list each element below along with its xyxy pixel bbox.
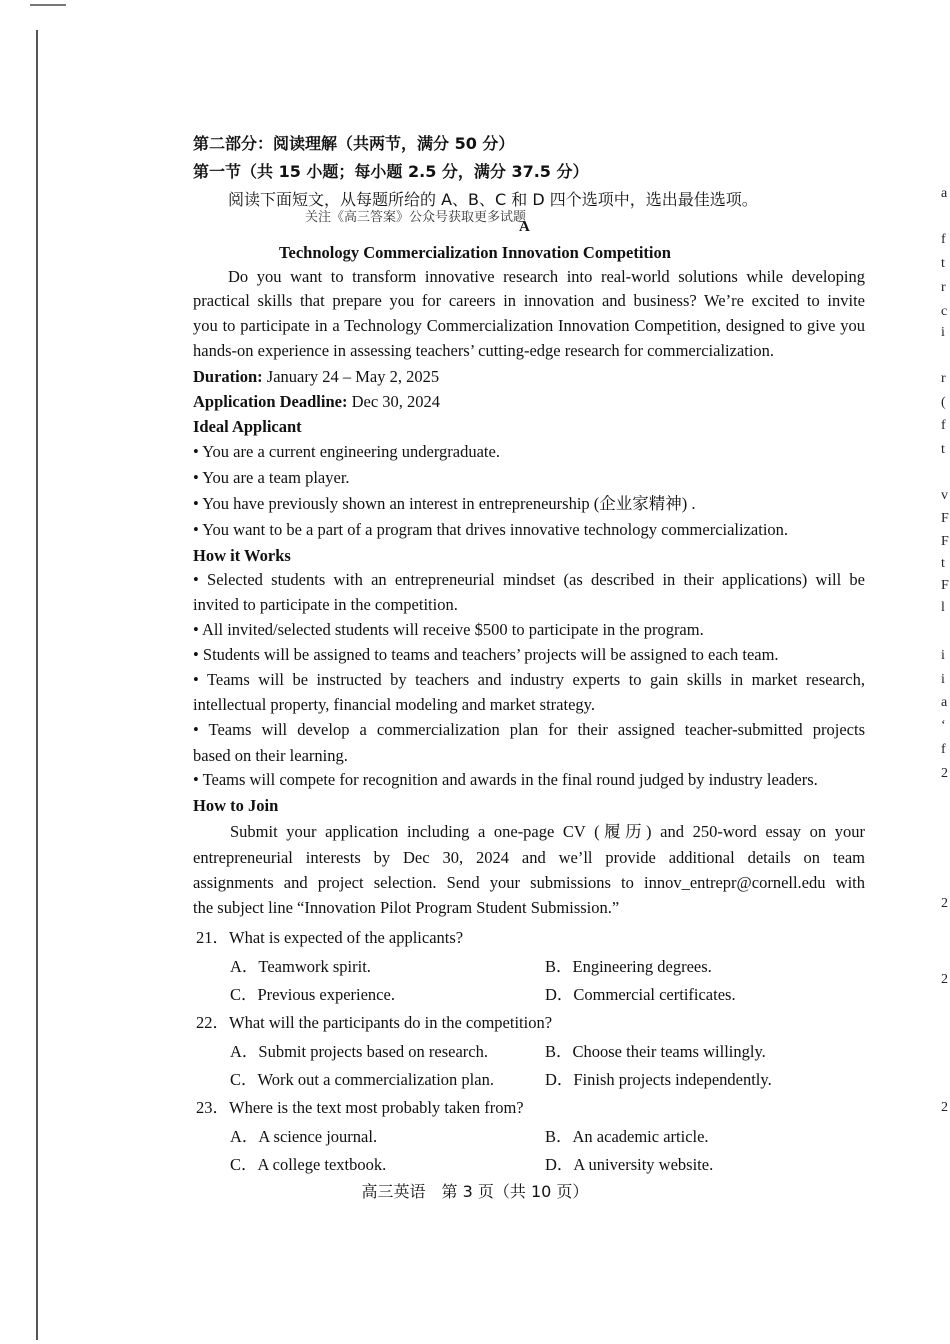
edge-letter: i xyxy=(941,648,945,663)
ideal-item: • You have previously shown an interest in entrepreneurship (企业家精神) . xyxy=(193,494,696,513)
option-23-a[interactable]: A．A science journal. xyxy=(230,1127,378,1146)
question-stem: What will the participants do in the competition? xyxy=(229,1013,553,1032)
join-line: assignments and project selection. Send your submissions to innov_entrepr@cornell.edu with xyxy=(193,873,865,892)
deadline-row xyxy=(193,391,440,413)
option-23-d[interactable]: D．A university website. xyxy=(545,1155,714,1174)
edge-letter: F xyxy=(941,511,949,526)
part-heading: 第二部分：阅读理解（共两节，满分 50 分） xyxy=(193,134,515,153)
edge-letter: f xyxy=(941,418,946,433)
how-line: • Teams will compete for recognition and awards in the final round judged by industry leaders. xyxy=(193,770,818,789)
how-heading: How it Works xyxy=(193,546,291,565)
edge-letter: t xyxy=(941,556,945,571)
edge-letter: i xyxy=(941,672,945,687)
edge-letter: F xyxy=(941,578,949,593)
option-22-c[interactable]: C．Work out a commercialization plan. xyxy=(230,1070,494,1089)
scan-mark xyxy=(30,4,66,6)
how-line: based on their learning. xyxy=(193,746,348,765)
scan-edge-line xyxy=(36,30,38,1340)
edge-letter: i xyxy=(941,325,945,340)
question-22 xyxy=(196,1009,552,1033)
edge-letter: 2 xyxy=(941,766,948,781)
intro-line: Do you want to transform innovative research into real-world solutions while developing xyxy=(228,267,865,286)
edge-letter: t xyxy=(941,256,945,271)
question-21 xyxy=(196,924,463,948)
edge-letter: f xyxy=(941,232,946,247)
edge-letter: ( xyxy=(941,395,946,410)
how-line: invited to participate in the competition. xyxy=(193,595,458,614)
intro-line: practical skills that prepare you for careers in innovation and business? We’re excited to invite xyxy=(193,291,865,310)
passage-title: Technology Commercialization Innovation Competition xyxy=(279,243,671,262)
join-line: the subject line “Innovation Pilot Program Student Submission.” xyxy=(193,898,620,917)
how-line: • Teams will develop a commercialization plan for their assigned teacher-submitted projects xyxy=(193,720,865,739)
edge-letter: c xyxy=(941,304,948,319)
edge-letter: r xyxy=(941,371,946,386)
edge-letter: ‘ xyxy=(941,718,946,733)
option-21-a[interactable]: A．Teamwork spirit. xyxy=(230,957,371,976)
passage-label: A xyxy=(519,219,530,235)
edge-letter: 2 xyxy=(941,972,948,987)
deadline-label: Application Deadline: xyxy=(193,392,348,411)
option-23-c[interactable]: C．A college textbook. xyxy=(230,1155,387,1174)
join-line: entrepreneurial interests by Dec 30, 2024 and we’ll provide additional details on team xyxy=(193,848,865,867)
question-number: 21． xyxy=(196,928,229,947)
how-line: • Selected students with an entrepreneurial mindset (as described in their applications) will be xyxy=(193,570,865,589)
how-line: • Students will be assigned to teams and teachers’ projects will be assigned to each team. xyxy=(193,645,779,664)
option-21-b[interactable]: B．Engineering degrees. xyxy=(545,957,712,976)
option-21-d[interactable]: D．Commercial certificates. xyxy=(545,985,736,1004)
edge-letter: l xyxy=(941,600,945,615)
edge-letter: 2 xyxy=(941,896,948,911)
edge-letter: 2 xyxy=(941,1100,948,1115)
duration-label: Duration: xyxy=(193,367,263,386)
how-line: intellectual property, financial modeling and market strategy. xyxy=(193,695,595,714)
ideal-item: • You are a team player. xyxy=(193,468,350,487)
duration-row xyxy=(193,366,439,388)
question-stem: What is expected of the applicants? xyxy=(229,928,464,947)
join-heading: How to Join xyxy=(193,796,279,815)
option-22-d[interactable]: D．Finish projects independently. xyxy=(545,1070,772,1089)
how-line: • All invited/selected students will receive $500 to participate in the program. xyxy=(193,620,704,639)
how-line: • Teams will be instructed by teachers and industry experts to gain skills in market research, xyxy=(193,670,865,689)
question-number: 22． xyxy=(196,1013,229,1032)
ideal-item: • You want to be a part of a program that drives innovative technology commercialization. xyxy=(193,520,789,539)
page-footer: 高三英语 第 3 页（共 10 页） xyxy=(361,1182,589,1201)
option-21-c[interactable]: C．Previous experience. xyxy=(230,985,395,1004)
option-23-b[interactable]: B．An academic article. xyxy=(545,1127,709,1146)
ideal-heading: Ideal Applicant xyxy=(193,417,302,436)
edge-letter: t xyxy=(941,442,945,457)
ideal-item: • You are a current engineering undergraduate. xyxy=(193,442,500,461)
question-stem: Where is the text most probably taken from? xyxy=(229,1098,524,1117)
deadline-value: Dec 30, 2024 xyxy=(351,392,441,411)
watermark: 关注《高三答案》公众号获取更多试题 xyxy=(305,210,527,225)
intro-line: hands-on experience in assessing teachers’ cutting-edge research for commercialization. xyxy=(193,341,775,360)
option-22-a[interactable]: A．Submit projects based on research. xyxy=(230,1042,488,1061)
question-23 xyxy=(196,1094,524,1118)
edge-letter: a xyxy=(941,695,948,710)
edge-letter: F xyxy=(941,534,949,549)
edge-letter: f xyxy=(941,742,946,757)
edge-letter: a xyxy=(941,186,948,201)
subsection-heading: 第一节（共 15 小题；每小题 2.5 分，满分 37.5 分） xyxy=(193,162,589,181)
instruction: 阅读下面短文，从每题所给的 A、B、C 和 D 四个选项中，选出最佳选项。 xyxy=(228,190,758,209)
duration-value: January 24 – May 2, 2025 xyxy=(266,367,440,386)
intro-line: you to participate in a Technology Commercialization Innovation Competition, designed to give you xyxy=(193,316,865,335)
join-line: Submit your application including a one-page CV (履历) and 250-word essay on your xyxy=(230,822,865,841)
edge-letter: v xyxy=(941,488,948,503)
edge-letter: r xyxy=(941,280,946,295)
option-22-b[interactable]: B．Choose their teams willingly. xyxy=(545,1042,766,1061)
question-number: 23． xyxy=(196,1098,229,1117)
